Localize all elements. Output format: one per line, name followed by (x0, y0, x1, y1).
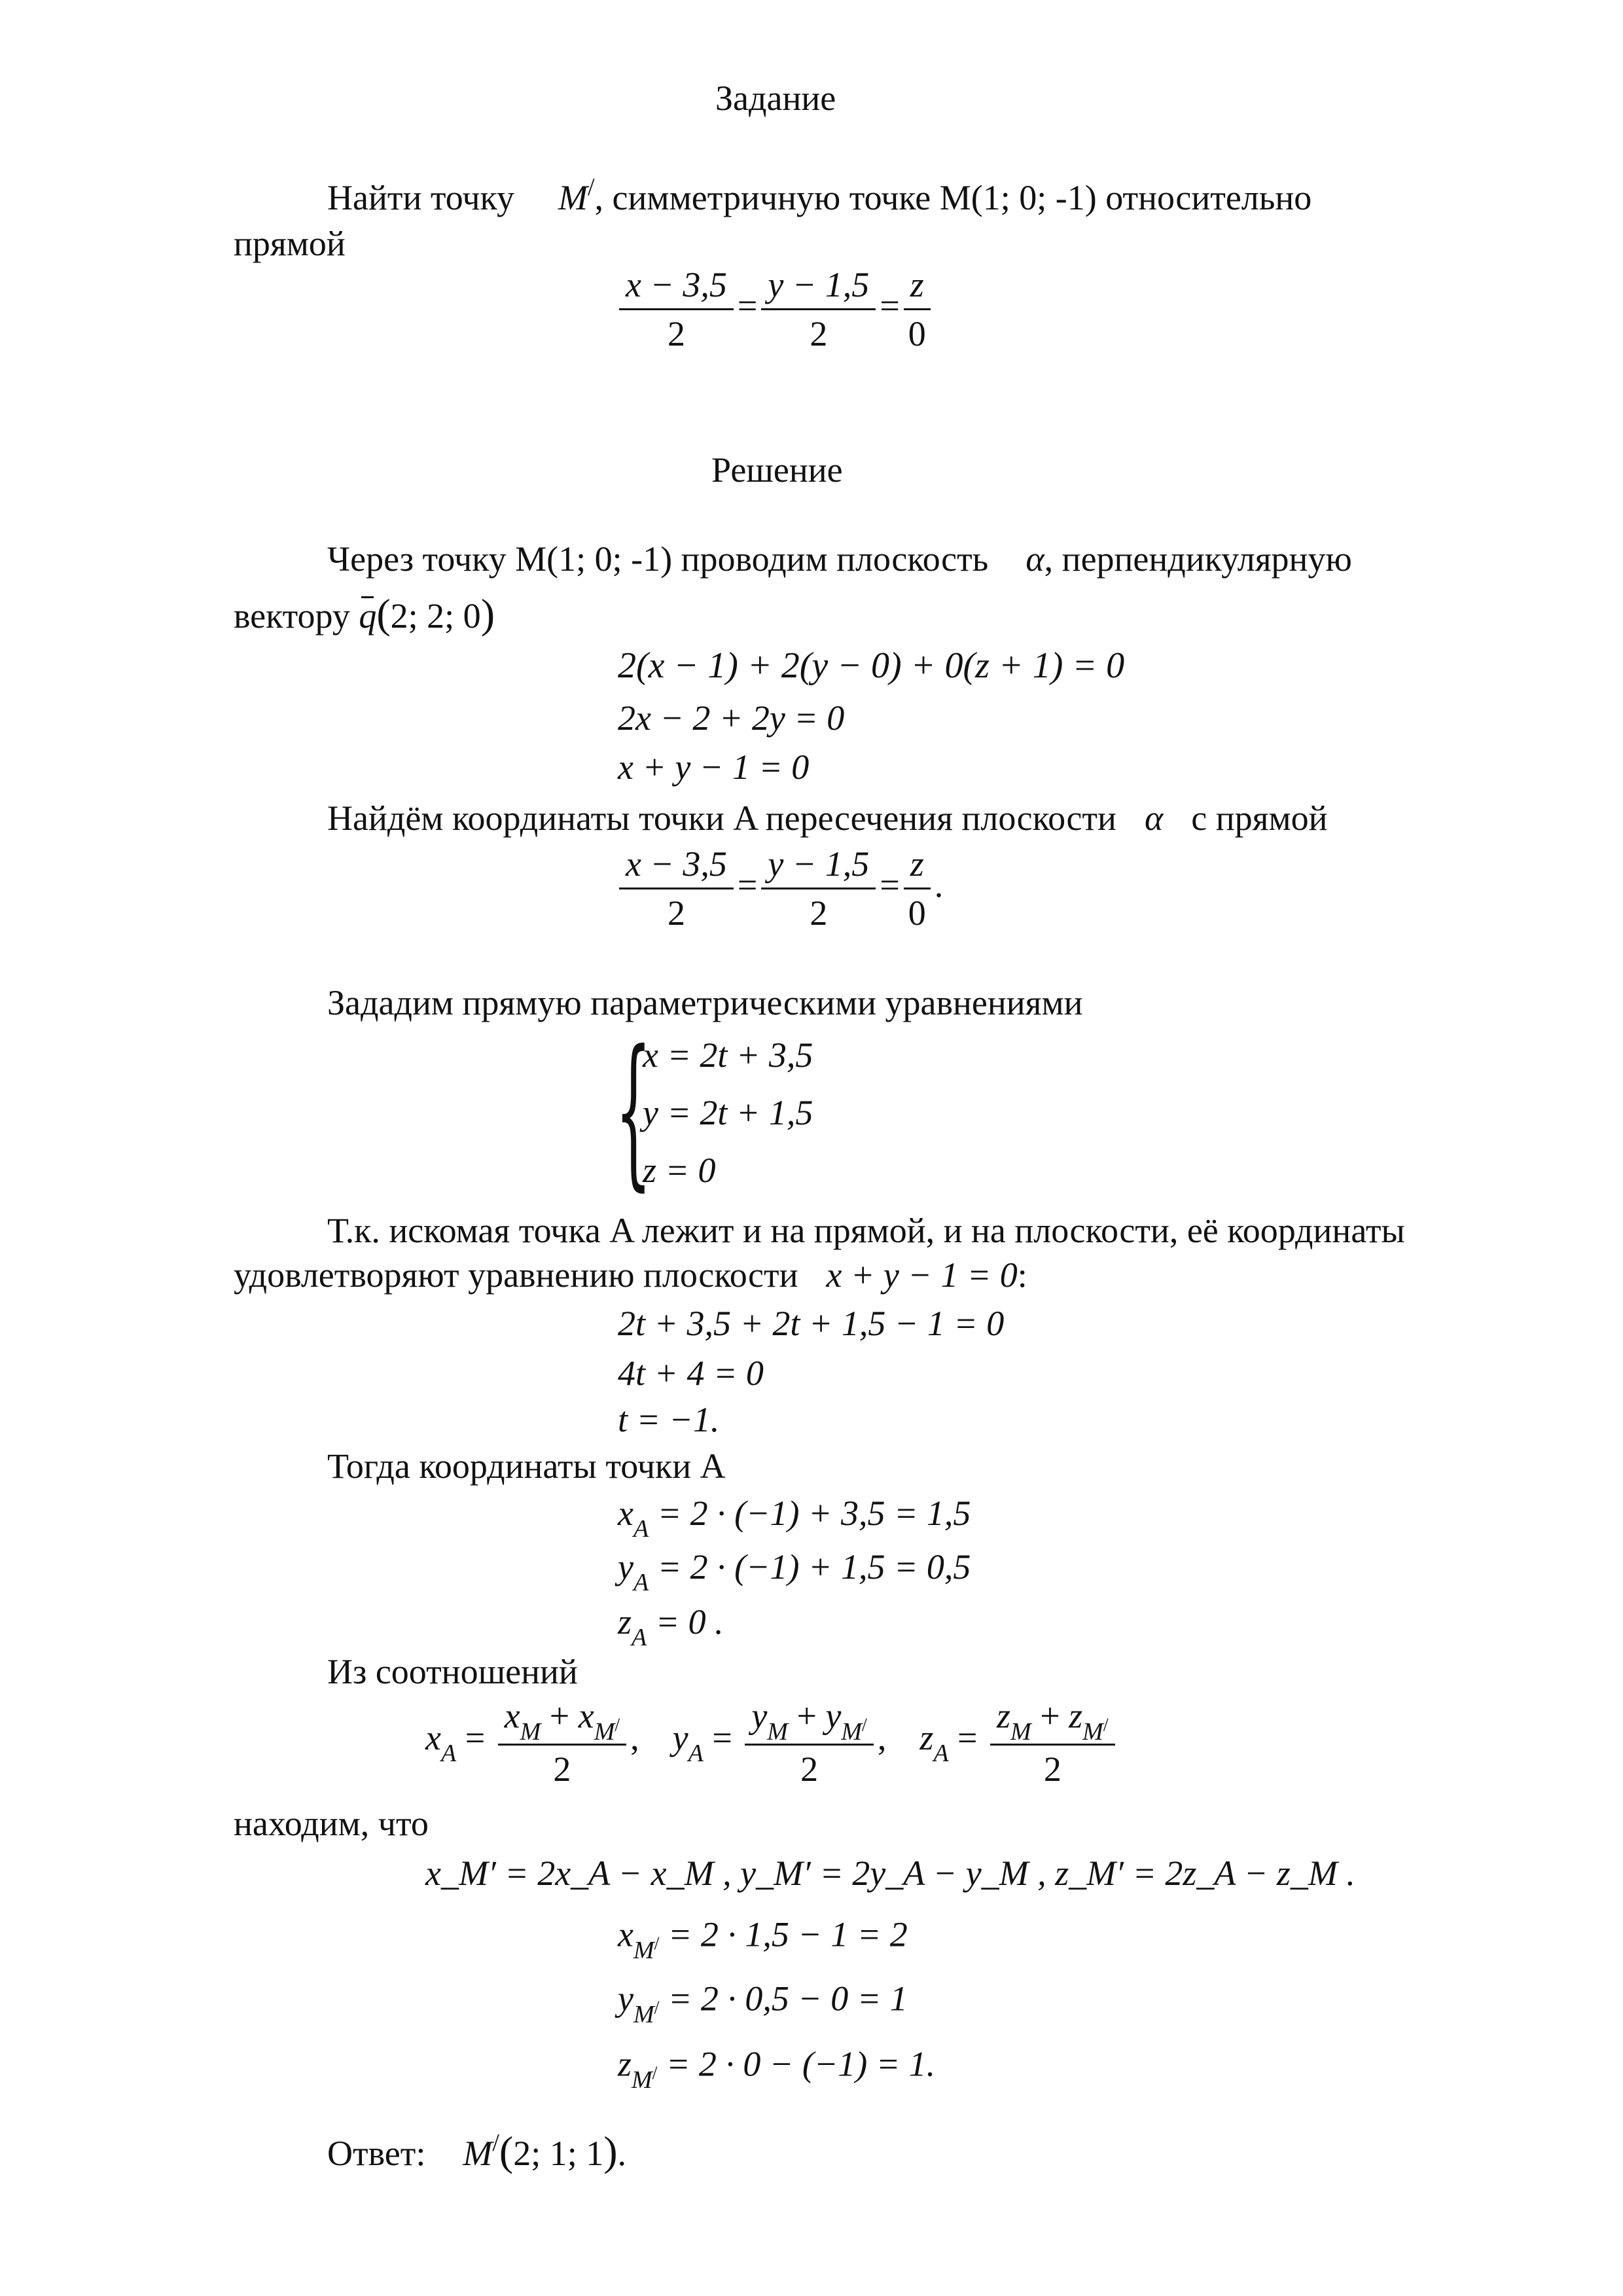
line-equation-2: $\frac{x - 3,5}{2}$ = $\frac{y - 1,5}{2}$ = $\frac{z}{0}$ . (615, 844, 943, 933)
solution-p2: Найдём координаты точки A пересечения плоскости α с прямой (327, 798, 1328, 838)
system-brace: { (615, 1015, 652, 1206)
param-z: z = 0 (643, 1151, 716, 1190)
vector-coords: 2; 2; 0 (390, 596, 481, 636)
solution-p6: Из соотношений (327, 1652, 578, 1691)
solution-p4-line2: удовлетворяют уравнению плоскости x + y − 1 = 0: (234, 1255, 1027, 1295)
alpha-symbol-2: α (1144, 798, 1164, 838)
final-y: $y_{M^/} = 2 \cdot 0,5 - 0 = 1$ (618, 1979, 908, 2028)
plane-eq-2: 2x − 2 + 2y = 0 (618, 698, 845, 738)
answer-label: Ответ: (327, 2134, 426, 2173)
task-text-mid: , симметричную точке M(1; 0; -1) относительно (594, 178, 1312, 217)
t-eq-2: 4t + 4 = 0 (618, 1354, 764, 1393)
solution-p7: находим, что (234, 1804, 429, 1843)
fraction-z: $\frac{z}{0}$ (904, 265, 931, 353)
line-equation: $\frac{x - 3,5}{2}$ = $\frac{y - 1,5}{2}$ = $\frac{z}{0}$ (615, 265, 935, 353)
task-heading: Задание (715, 79, 836, 118)
fraction-y: $\frac{y - 1,5}{2}$ (761, 265, 876, 353)
param-x: x = 2t + 3,5 (643, 1035, 813, 1075)
relation-y: $y_A$ = $\frac{y_M + y_{M^/}}{2}$ , (673, 1718, 895, 1757)
relation-x: $x_A$ = $\frac{x_M + x_{M^/}}{2}$ , (425, 1718, 648, 1757)
fraction-x-2: $\frac{x - 3,5}{2}$ (619, 844, 734, 933)
task-line-2: прямой (234, 224, 346, 263)
coord-a-x: $x_A = 2 \cdot (-1) + 3,5 = 1,5$ (618, 1494, 971, 1543)
fraction-x: $\frac{x - 3,5}{2}$ (619, 265, 734, 353)
coord-a-z: $z_A = 0$ . (618, 1602, 724, 1651)
coord-a-y: $y_A = 2 \cdot (-1) + 1,5 = 0,5$ (618, 1547, 971, 1596)
alpha-symbol: α (1026, 539, 1044, 579)
task-line-1 (327, 173, 1512, 223)
fraction-y-2: $\frac{y - 1,5}{2}$ (761, 844, 876, 933)
solution-p3: Зададим прямую параметрическими уравнениями (327, 983, 1083, 1022)
answer: Ответ: M/(2; 1; 1). (327, 2128, 627, 2174)
task-text-pre: Найти точку (327, 178, 514, 217)
plane-eq-3: x + y − 1 = 0 (618, 747, 810, 787)
relation-z: $z_A$ = $\frac{z_M + z_{M^/}}{2}$ (919, 1718, 1118, 1757)
t-eq-1: 2t + 3,5 + 2t + 1,5 − 1 = 0 (618, 1304, 1005, 1343)
t-eq-3: t = −1. (618, 1400, 720, 1439)
plane-eq-inline: x + y − 1 = 0 (826, 1255, 1018, 1295)
solution-p1-line2: вектору q(2; 2; 0) (234, 590, 495, 637)
final-x: $x_{M^/} = 2 \cdot 1,5 - 1 = 2$ (618, 1914, 908, 1964)
solution-p4-line1: Т.к. искомая точка A лежит и на прямой, и на плоскости, её координаты (327, 1211, 1405, 1250)
solution-heading: Решение (711, 450, 843, 490)
fraction-z-2: $\frac{z}{0}$ (904, 844, 931, 933)
answer-coords: 2; 1; 1 (513, 2134, 604, 2173)
solution-p5: Тогда координаты точки A (327, 1446, 726, 1486)
final-z: $z_{M^/} = 2 \cdot 0 - (-1) = 1$. (618, 2044, 936, 2094)
found-formulas: x_M′ = 2x_A − x_M , y_M′ = 2y_A − y_M , z_M′ = 2z_A − z_M . (425, 1854, 1355, 1893)
point-m-prime: M/ (558, 173, 595, 217)
midpoint-relations (425, 1694, 1119, 1789)
answer-point: M/ (463, 2129, 499, 2173)
param-y: y = 2t + 1,5 (643, 1093, 813, 1132)
solution-p1-line1: Через точку M(1; 0; -1) проводим плоскость α, перпендикулярную (327, 539, 1352, 579)
plane-eq-1: 2(x − 1) + 2(y − 0) + 0(z + 1) = 0 (618, 645, 1125, 686)
vector-q: q (359, 596, 377, 636)
